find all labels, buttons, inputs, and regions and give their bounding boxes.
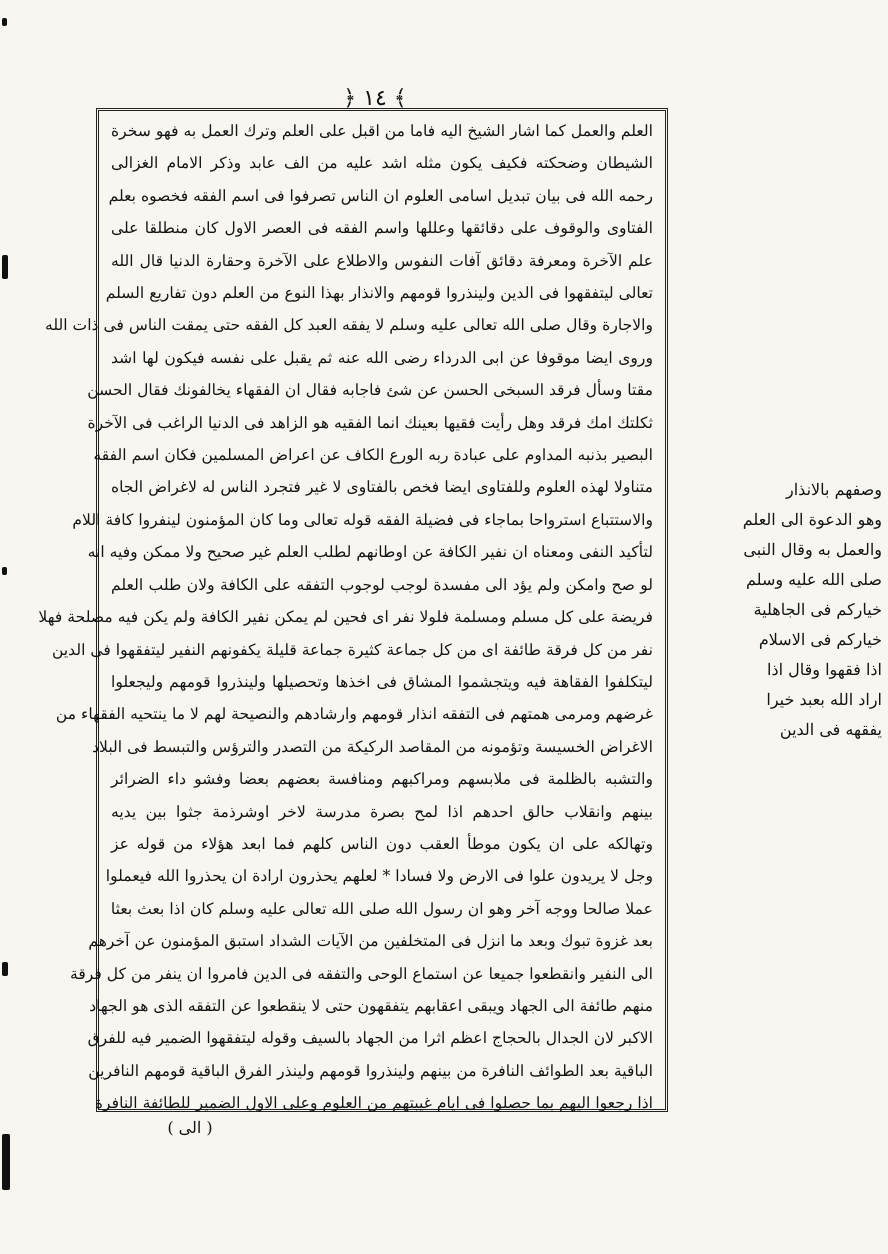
page-number: ﴿ ١٤ ﴾ xyxy=(343,86,407,111)
margin-note-line: صلى الله عليه وسلم xyxy=(746,570,882,589)
text-line: العلم والعمل كما اشار الشيخ اليه فاما من اقبل على العلم وترك العمل به فهو سخرة xyxy=(111,122,653,140)
text-line: وتهالكه على ان يكون موطأ العقب دون الناس كلهم فما ابعد هؤلاء من قوله عز xyxy=(111,834,653,853)
text-line: متناولا لهذه العلوم وللفتاوى ايضا فخص بالفتاوى لا غير فتجرد الناس له لاغراض الجاه xyxy=(111,478,653,497)
text-line: مقتا وسأل فرقد السبخى الحسن عن شئ فاجابه فقال ان الفقهاء يخالفونك فقال الحسن xyxy=(87,381,653,400)
text-line: الفتاوى والوقوف على دقائقها وعللها واسم الفقه فى العصر الاول كان منطلقا على xyxy=(111,219,653,238)
text-line: رحمه الله فى بيان تبديل اسامى العلوم ان الناس تصرفوا فى اسم الفقه فخصوه بعلم xyxy=(108,186,653,205)
main-text xyxy=(38,115,653,1113)
text-line: منهم طائفة الى الجهاد ويبقى اعقابهم يتفقهون حتى لا ينقطعوا عن التفقه الذى هو الجهاد xyxy=(89,996,653,1015)
text-line: الاغراض الخسيسة وتؤمونه من المقاصد الركيكة من التصدر والترؤس والتبسط فى البلاد xyxy=(92,737,653,756)
binding-mark xyxy=(2,962,8,976)
margin-note-line: اذا فقهوا وقال اذا xyxy=(767,660,882,679)
binding-mark xyxy=(2,255,8,279)
binding-mark xyxy=(2,1134,10,1190)
text-line: اذا رجعوا اليهم بما حصلوا فى ايام غيبتهم من العلوم وعلى الاول الضمير للطائفة النافرة xyxy=(94,1094,653,1113)
text-line: علم الآخرة ومعرفة دقائق آفات النفوس والاطلاع على الآخرة وحقارة الدنيا قال الله xyxy=(111,251,653,270)
text-line: ثكلتك امك فرقد وهل رأيت فقيها بعينك انما الفقيه هو الزاهد فى الدنيا الراغب فى الآخرة xyxy=(87,413,653,432)
text-line: وجل لا يريدون علوا فى الارض ولا فسادا * لعلهم يحذرون ارادة ان يحذروا الله فيعملوا xyxy=(105,867,653,886)
text-line: الشيطان وضحكته فكيف يكون مثله اشد عليه من الف عابد وذكر الامام الغزالى xyxy=(111,154,653,173)
text-line: بينهم وانقلاب حالق احدهم اذا لمح بصرة مدرسة لاخر اوشرذمة جثوا بين يديه xyxy=(111,802,653,821)
text-line: لتأكيد النفى ومعناه ان نفير الكافة عن اوطانهم لطلب العلم غير صحيح ولا ممكن وفيه انه xyxy=(87,543,653,562)
text-line: نفر من كل فرقة طائفة اى من كل جماعة كثيرة جماعة قليلة يكفونهم النفير ليتفقهوا فى الدين xyxy=(51,640,653,659)
catchword: ( الى ) xyxy=(167,1118,213,1137)
text-line: فريضة على كل مسلم ومسلمة فلولا نفر اى فحين لم يمكن نفير الكافة ولم يكن فيه مصلحة فهلا xyxy=(38,608,653,627)
binding-mark xyxy=(2,567,7,575)
text-line: والتشبه بالظلمة فى ملابسهم ومراكبهم ومنافسة بعضهم بعضا وفشو داء الضرائر xyxy=(111,770,653,789)
text-line: الاكبر لان الجدال بالحجاج اعظم اثرا من الجهاد بالسيف وقوله ليتفقهوا الضمير فيه للفرق xyxy=(87,1029,653,1048)
margin-note-line: يفقهه فى الدين xyxy=(779,720,882,739)
text-line: الى النفير وانقطعوا جميعا عن استماع الوحى والتفقه فى الدين فامروا ان ينفر من كل فرقة xyxy=(69,964,653,983)
text-line: ليتكلفوا الفقاهة فيه ويتجشموا المشاق فى اخذها وتحصيلها ولينذروا قومهم وليجعلوا xyxy=(111,672,653,691)
text-line: الباقية بعد الطوائف النافرة من بينهم ولينذروا قومهم ولينذر الفرق الباقية قومهم النافرين xyxy=(88,1061,653,1080)
text-line: البصير بذنبه المداوم على عبادة ربه الورع الكاف عن اعراض المسلمين فكان اسم الفقه xyxy=(93,446,653,465)
text-line: تعالى ليتفقهوا فى الدين ولينذروا قومهم والانذار بهذا النوع من العلم دون تفاريع السلم xyxy=(105,284,653,303)
text-line: والاجارة وقال صلى الله تعالى عليه وسلم لا يفقه العبد كل الفقه حتى يمقت الناس فى ذات الله xyxy=(44,316,653,335)
margin-note-line: وصفهم بالانذار xyxy=(786,480,882,499)
text-line: لو صح وامكن ولم يؤد الى مفسدة لوجب لوجوب التفقه على الكافة ولان طلب العلم xyxy=(111,575,653,594)
margin-note-line: اراد الله بعبد خيرا xyxy=(766,690,882,709)
binding-mark xyxy=(2,18,7,26)
text-line: والاستتباع استرواحا بماجاء فى فضيلة الفقه قوله تعالى وما كان المؤمنون لينفروا كافة اللام xyxy=(72,510,653,529)
margin-note-line: والعمل به وقال النبى xyxy=(743,540,882,559)
margin-note xyxy=(676,475,882,745)
text-line: غرضهم ومرمى همتهم فى التفقه انذار قومهم وارشادهم والنصيحة لهم لا ما ينتحيه الفقهاء من xyxy=(55,705,653,724)
margin-note-line: خياركم فى الاسلام xyxy=(758,630,882,649)
main-text-frame xyxy=(38,108,668,1113)
margin-note-line: وهو الدعوة الى العلم xyxy=(742,510,882,529)
margin-note-line: خياركم فى الجاهلية xyxy=(753,600,882,619)
text-line: بعد غزوة تبوك وبعد ما انزل فى المتخلفين من الآيات الشداد استبق المؤمنون عن آخرهم xyxy=(88,932,653,951)
text-line: وروى ايضا موقوفا عن ابى الدرداء رضى الله عنه ثم يقبل على نفسه فيكون لها اشد xyxy=(111,348,653,367)
text-line: عملا صالحا ووجه آخر وهو ان رسول الله صلى الله تعالى عليه وسلم كان اذا بعث بعثا xyxy=(110,899,653,918)
